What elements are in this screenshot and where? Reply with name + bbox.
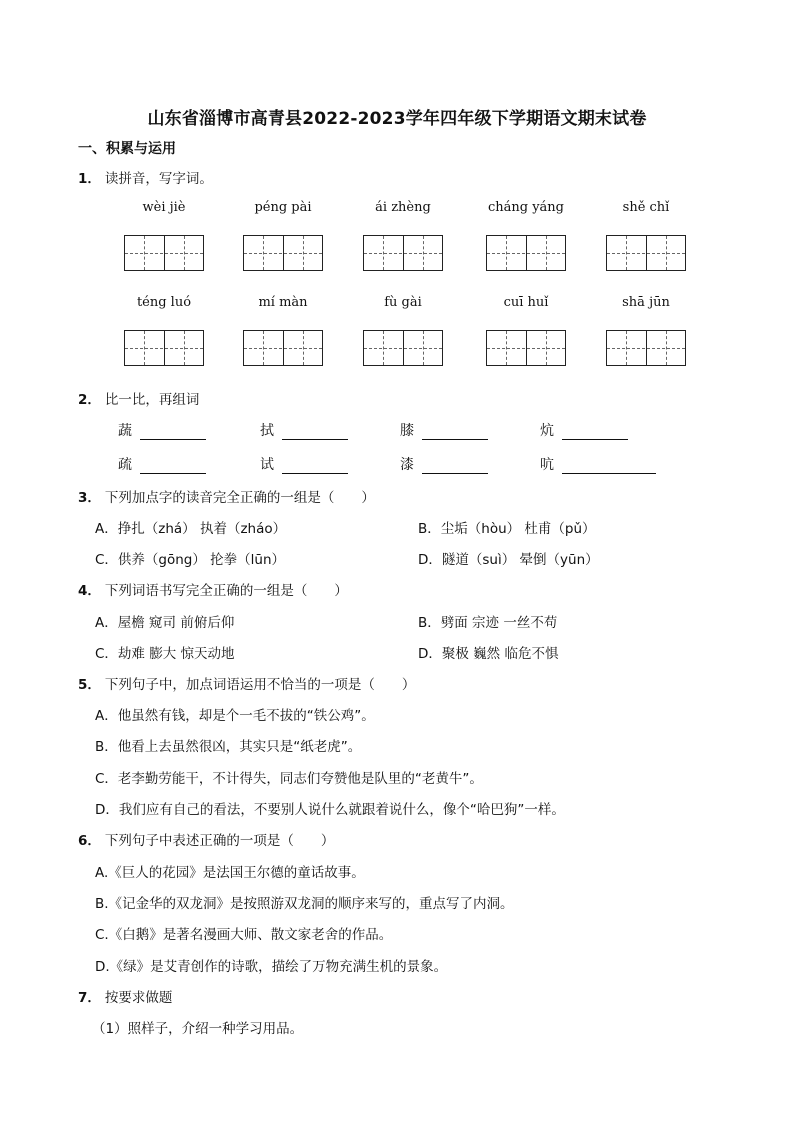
compare-char-item (540, 454, 656, 474)
option-c[interactable]: C．供养（gōng） 抡拳（lūn） (95, 552, 286, 568)
question-5 (78, 673, 415, 693)
answer-blank[interactable] (562, 459, 656, 474)
question-number: 2． (78, 392, 101, 408)
section-heading: 一、积累与运用 (78, 141, 176, 157)
compare-char-item (118, 454, 206, 474)
question-number: 3． (78, 490, 101, 506)
option-c[interactable]: C．劫难 膨大 惊天动地 (95, 646, 235, 662)
writing-grid-box[interactable] (486, 235, 566, 271)
answer-blank[interactable] (140, 459, 206, 474)
pinyin-label: shā jūn (622, 295, 670, 310)
question-number: 4． (78, 583, 101, 599)
pinyin-label: shě chǐ (622, 200, 670, 215)
writing-grid-box[interactable] (486, 330, 566, 366)
option-a[interactable]: A．挣扎（zhá） 执着（zháo） (95, 521, 287, 537)
compare-char-item (540, 420, 628, 440)
question-text: 下列句子中表述正确的一项是（ ） (104, 833, 335, 849)
question-6 (78, 829, 334, 849)
compare-char: 膝 (400, 423, 414, 439)
option-a[interactable]: A．他虽然有钱，却是个一毛不拔的“铁公鸡”。 (95, 708, 375, 724)
compare-char: 拭 (260, 423, 274, 439)
pinyin-label: péng pài (254, 200, 312, 215)
answer-blank[interactable] (282, 459, 348, 474)
question-number: 7． (78, 990, 101, 1006)
answer-blank[interactable] (282, 425, 348, 440)
pinyin-label: wèi jiè (142, 200, 186, 215)
option-a[interactable]: A．屋檐 窥司 前俯后仰 (95, 615, 235, 631)
question-text: 下列加点字的读音完全正确的一组是（ ） (104, 490, 375, 506)
compare-char: 蔬 (118, 423, 132, 439)
option-b[interactable]: B.《记金华的双龙洞》是按照游双龙洞的顺序来写的，重点写了内洞。 (95, 896, 514, 912)
writing-grid-box[interactable] (243, 235, 323, 271)
compare-char: 吭 (540, 457, 554, 473)
option-d[interactable]: D．我们应有自己的看法，不要别人说什么就跟着说什么，像个“哈巴狗”一样。 (95, 802, 565, 818)
pinyin-label: mí màn (258, 295, 308, 310)
question-number: 1． (78, 171, 101, 187)
option-d[interactable]: D．聚极 巍然 临危不惧 (418, 646, 559, 662)
pinyin-label: cháng yáng (487, 200, 565, 215)
compare-char-item (260, 420, 348, 440)
writing-grid-box[interactable] (606, 330, 686, 366)
exam-title: 山东省淄博市高青县2022-2023学年四年级下学期语文期末试卷 (147, 109, 647, 129)
question-text: 下列词语书写完全正确的一组是（ ） (104, 583, 348, 599)
writing-grid-box[interactable] (363, 330, 443, 366)
writing-grid-box[interactable] (363, 235, 443, 271)
compare-char: 疏 (118, 457, 132, 473)
question-3 (78, 486, 375, 506)
question-text: 按要求做题 (104, 990, 173, 1006)
pinyin-label: téng luó (136, 295, 192, 310)
compare-char: 试 (260, 457, 274, 473)
option-c[interactable]: C.《白鹅》是著名漫画大师、散文家老舍的作品。 (95, 927, 393, 943)
answer-blank[interactable] (422, 459, 488, 474)
compare-char-item (260, 454, 348, 474)
question-4 (78, 579, 348, 599)
question-7 (78, 986, 172, 1006)
question-text: 读拼音，写字词。 (104, 171, 213, 187)
writing-grid-box[interactable] (124, 235, 204, 271)
option-b[interactable]: B．劈面 宗迹 一丝不苟 (418, 615, 558, 631)
writing-grid-box[interactable] (606, 235, 686, 271)
question-2 (78, 388, 199, 408)
writing-grid-box[interactable] (243, 330, 323, 366)
option-c[interactable]: C．老李勤劳能干，不计得失，同志们夸赞他是队里的“老黄牛”。 (95, 771, 483, 787)
answer-blank[interactable] (140, 425, 206, 440)
answer-blank[interactable] (422, 425, 488, 440)
compare-char: 炕 (540, 423, 554, 439)
question-number: 6． (78, 833, 101, 849)
option-d[interactable]: D.《绿》是艾青创作的诗歌，描绘了万物充满生机的景象。 (95, 959, 448, 975)
compare-char-item (400, 420, 488, 440)
option-d[interactable]: D．隧道（suì） 晕倒（yūn） (418, 552, 599, 568)
answer-blank[interactable] (562, 425, 628, 440)
question-text: 比一比，再组词 (104, 392, 200, 408)
sub-question: （1）照样子，介绍一种学习用品。 (92, 1021, 304, 1037)
question-number: 5． (78, 677, 101, 693)
pinyin-label: fù gài (384, 295, 422, 310)
compare-char: 漆 (400, 457, 414, 473)
option-b[interactable]: B．他看上去虽然很凶，其实只是“纸老虎”。 (95, 739, 362, 755)
option-b[interactable]: B．尘垢（hòu） 杜甫（pǔ） (418, 521, 596, 537)
pinyin-label: cuī huǐ (503, 295, 549, 310)
compare-char-item (400, 454, 488, 474)
option-a[interactable]: A.《巨人的花园》是法国王尔德的童话故事。 (95, 865, 365, 881)
compare-char-item (118, 420, 206, 440)
question-1 (78, 167, 213, 187)
pinyin-label: ái zhèng (375, 200, 431, 215)
question-text: 下列句子中，加点词语运用不恰当的一项是（ ） (104, 677, 416, 693)
writing-grid-box[interactable] (124, 330, 204, 366)
